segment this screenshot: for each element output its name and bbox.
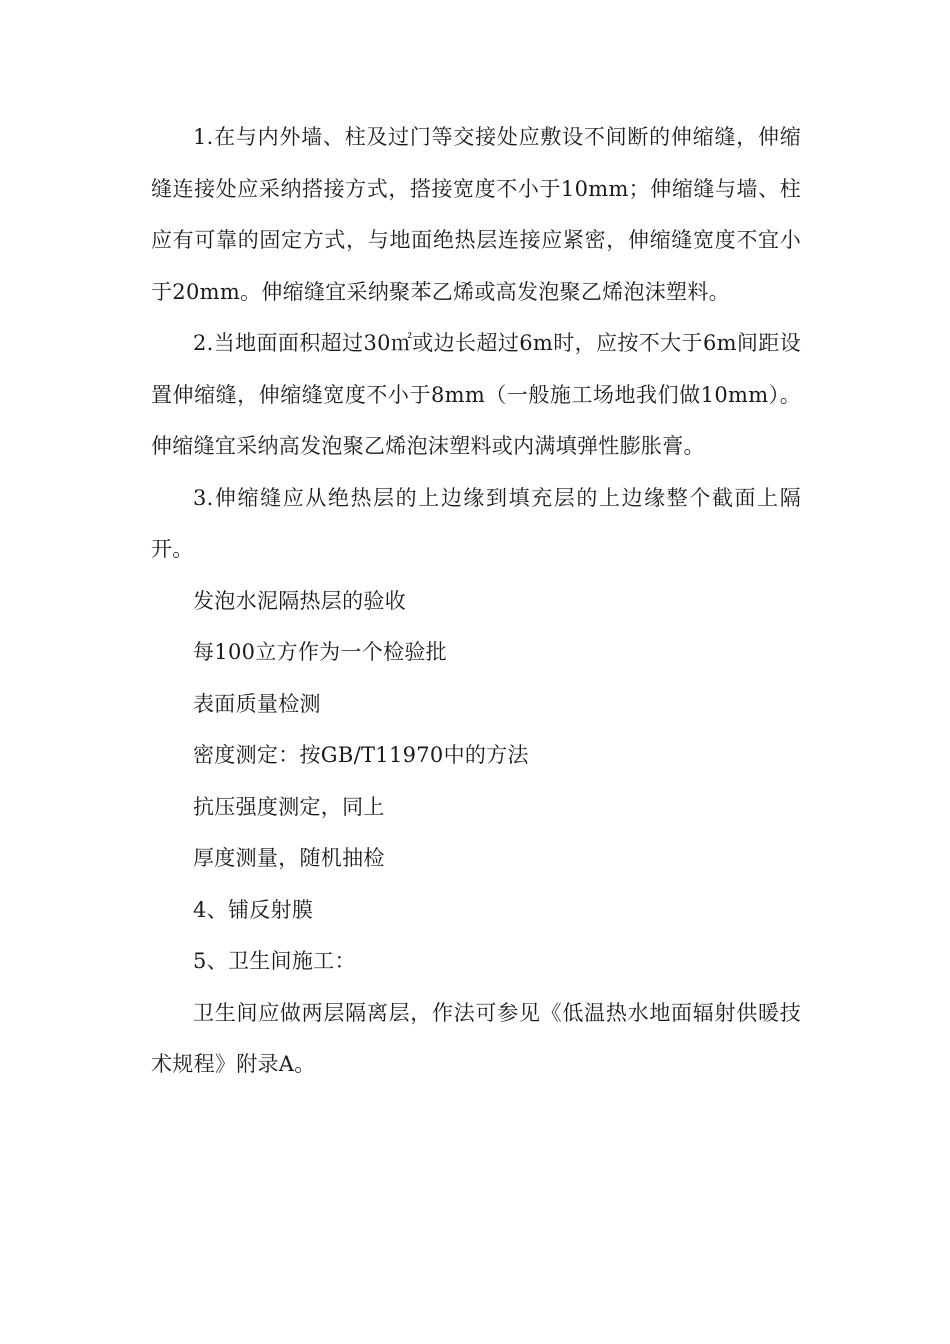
paragraph-expansion-joint-2: 2.当地面面积超过30㎡或边长超过6m时，应按不大于6m间距设置伸缩缝，伸缩缝宽度不小于8mm（一般施工场地我们做10mm）。伸缩缝宜采纳高发泡聚乙烯泡沫塑料或内满填弹性膨胀膏。 xyxy=(151,331,801,458)
paragraph-expansion-joint-3: 3.伸缩缝应从绝热层的上边缘到填充层的上边缘整个截面上隔开。 xyxy=(151,485,801,561)
paragraph-reflective-film: 4、铺反射膜 xyxy=(193,897,314,922)
paragraph-inspection-batch: 每100立方作为一个检验批 xyxy=(193,640,447,664)
paragraph-foam-cement-acceptance: 发泡水泥隔热层的验收 xyxy=(193,588,406,613)
paragraph-thickness-measurement: 厚度测量，随机抽检 xyxy=(193,846,385,870)
paragraph-bathroom-construction: 5、卫生间施工： xyxy=(193,949,356,973)
paragraph-bathroom-isolation: 卫生间应做两层隔离层，作法可参见《低温热水地面辐射供暖技术规程》附录A。 xyxy=(151,1000,801,1076)
paragraph-density-test: 密度测定：按GB/T11970中的方法 xyxy=(193,743,529,767)
paragraph-compressive-strength: 抗压强度测定，同上 xyxy=(193,794,385,819)
document-body xyxy=(151,112,801,1091)
paragraph-expansion-joint-1: 1.在与内外墙、柱及过门等交接处应敷设不间断的伸缩缝，伸缩缝连接处应采纳搭接方式，搭接宽度不小于10mm；伸缩缝与墙、柱应有可靠的固定方式，与地面绝热层连接应紧密，伸缩缝宽度不宜小于20mm。伸缩缝宜采纳聚苯乙烯或高发泡聚乙烯泡沫塑料。 xyxy=(151,125,801,304)
paragraph-surface-quality: 表面质量检测 xyxy=(193,691,321,716)
